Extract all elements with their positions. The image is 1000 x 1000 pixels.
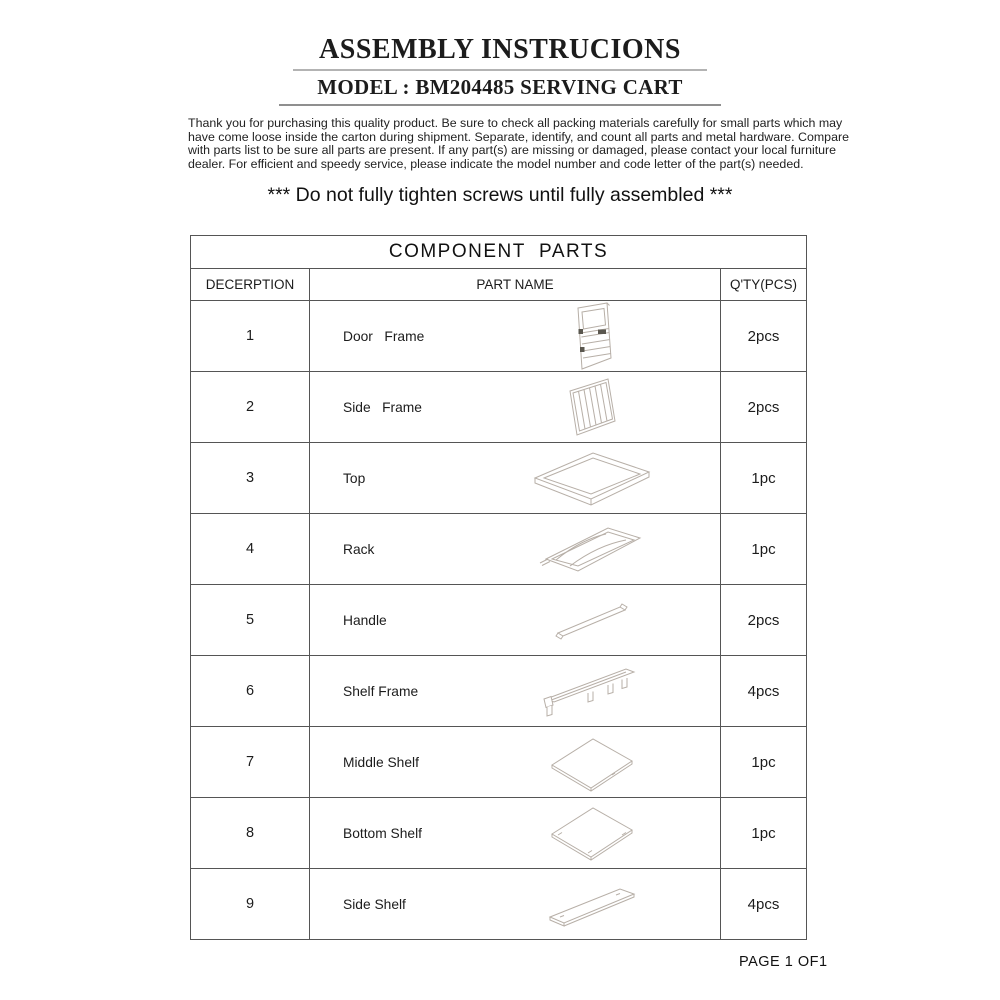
handle-drawing xyxy=(522,585,662,655)
part-name: Side Frame xyxy=(343,399,422,415)
column-header-qty: Q'TY(PCS) xyxy=(729,277,798,292)
part-name: Middle Shelf xyxy=(343,754,419,770)
header xyxy=(0,34,1000,106)
part-qty: 1pc xyxy=(751,824,776,842)
side-shelf-drawing xyxy=(522,869,662,939)
part-qty: 4pcs xyxy=(747,682,780,700)
table-header-row xyxy=(191,269,806,301)
part-number: 1 xyxy=(191,301,310,371)
part-qty: 2pcs xyxy=(747,398,780,416)
column-header-part-name: PART NAME xyxy=(310,269,721,300)
page-number: PAGE 1 OF1 xyxy=(739,954,828,970)
warning-note: *** Do not fully tighten screws until fully assembled *** xyxy=(267,184,733,206)
part-number: 6 xyxy=(191,656,310,726)
table-row xyxy=(191,869,806,939)
page-title: ASSEMBLY INSTRUCIONS xyxy=(293,34,707,71)
part-number: 2 xyxy=(191,372,310,442)
middle-shelf-drawing xyxy=(522,727,662,797)
part-qty: 1pc xyxy=(751,469,776,487)
shelf-frame-drawing xyxy=(522,656,662,726)
intro-line: with parts list to be sure all parts are present. If any part(s) are missing or damaged, please contact your local furniture xyxy=(188,143,837,158)
column-header-decerption: DECERPTION xyxy=(191,269,310,300)
table-row xyxy=(191,372,806,443)
part-number: 3 xyxy=(191,443,310,513)
part-number: 4 xyxy=(191,514,310,584)
rack-drawing xyxy=(522,514,662,584)
table-row xyxy=(191,656,806,727)
component-parts-table xyxy=(190,235,807,940)
table-row xyxy=(191,514,806,585)
table-row xyxy=(191,727,806,798)
part-qty: 4pcs xyxy=(747,895,780,913)
intro-paragraph xyxy=(188,116,849,172)
bottom-shelf-drawing xyxy=(522,798,662,868)
intro-line: dealer. For efficient and speedy service, please indicate the model number and code letter of the part(s) needed. xyxy=(188,157,804,172)
part-name: Rack xyxy=(343,541,375,557)
part-name: Top xyxy=(343,470,366,486)
intro-line: Thank you for purchasing this quality product. Be sure to check all packing materials carefully for small parts which may xyxy=(188,116,843,130)
model-subtitle: MODEL : BM204485 SERVING CART xyxy=(279,75,720,106)
part-number: 9 xyxy=(191,869,310,939)
table-row xyxy=(191,585,806,656)
part-qty: 2pcs xyxy=(747,611,780,629)
part-name: Handle xyxy=(343,612,387,628)
part-number: 8 xyxy=(191,798,310,868)
part-qty: 1pc xyxy=(751,540,776,558)
part-name: Door Frame xyxy=(343,328,425,344)
table-row xyxy=(191,301,806,372)
part-name: Side Shelf xyxy=(343,896,406,912)
intro-line: have come loose inside the carton during shipment. Separate, identify, and count all parts and metal hardware. Compare xyxy=(188,129,849,144)
part-number: 5 xyxy=(191,585,310,655)
table-row xyxy=(191,798,806,869)
part-name: Bottom Shelf xyxy=(343,825,422,841)
part-qty: 1pc xyxy=(751,753,776,771)
part-qty: 2pcs xyxy=(747,327,780,345)
table-row xyxy=(191,443,806,514)
part-name: Shelf Frame xyxy=(343,683,419,699)
top-drawing xyxy=(522,443,662,513)
side-frame-drawing xyxy=(522,372,662,442)
table-title: COMPONENT PARTS xyxy=(191,236,806,269)
door-frame-drawing xyxy=(522,301,662,371)
part-number: 7 xyxy=(191,727,310,797)
